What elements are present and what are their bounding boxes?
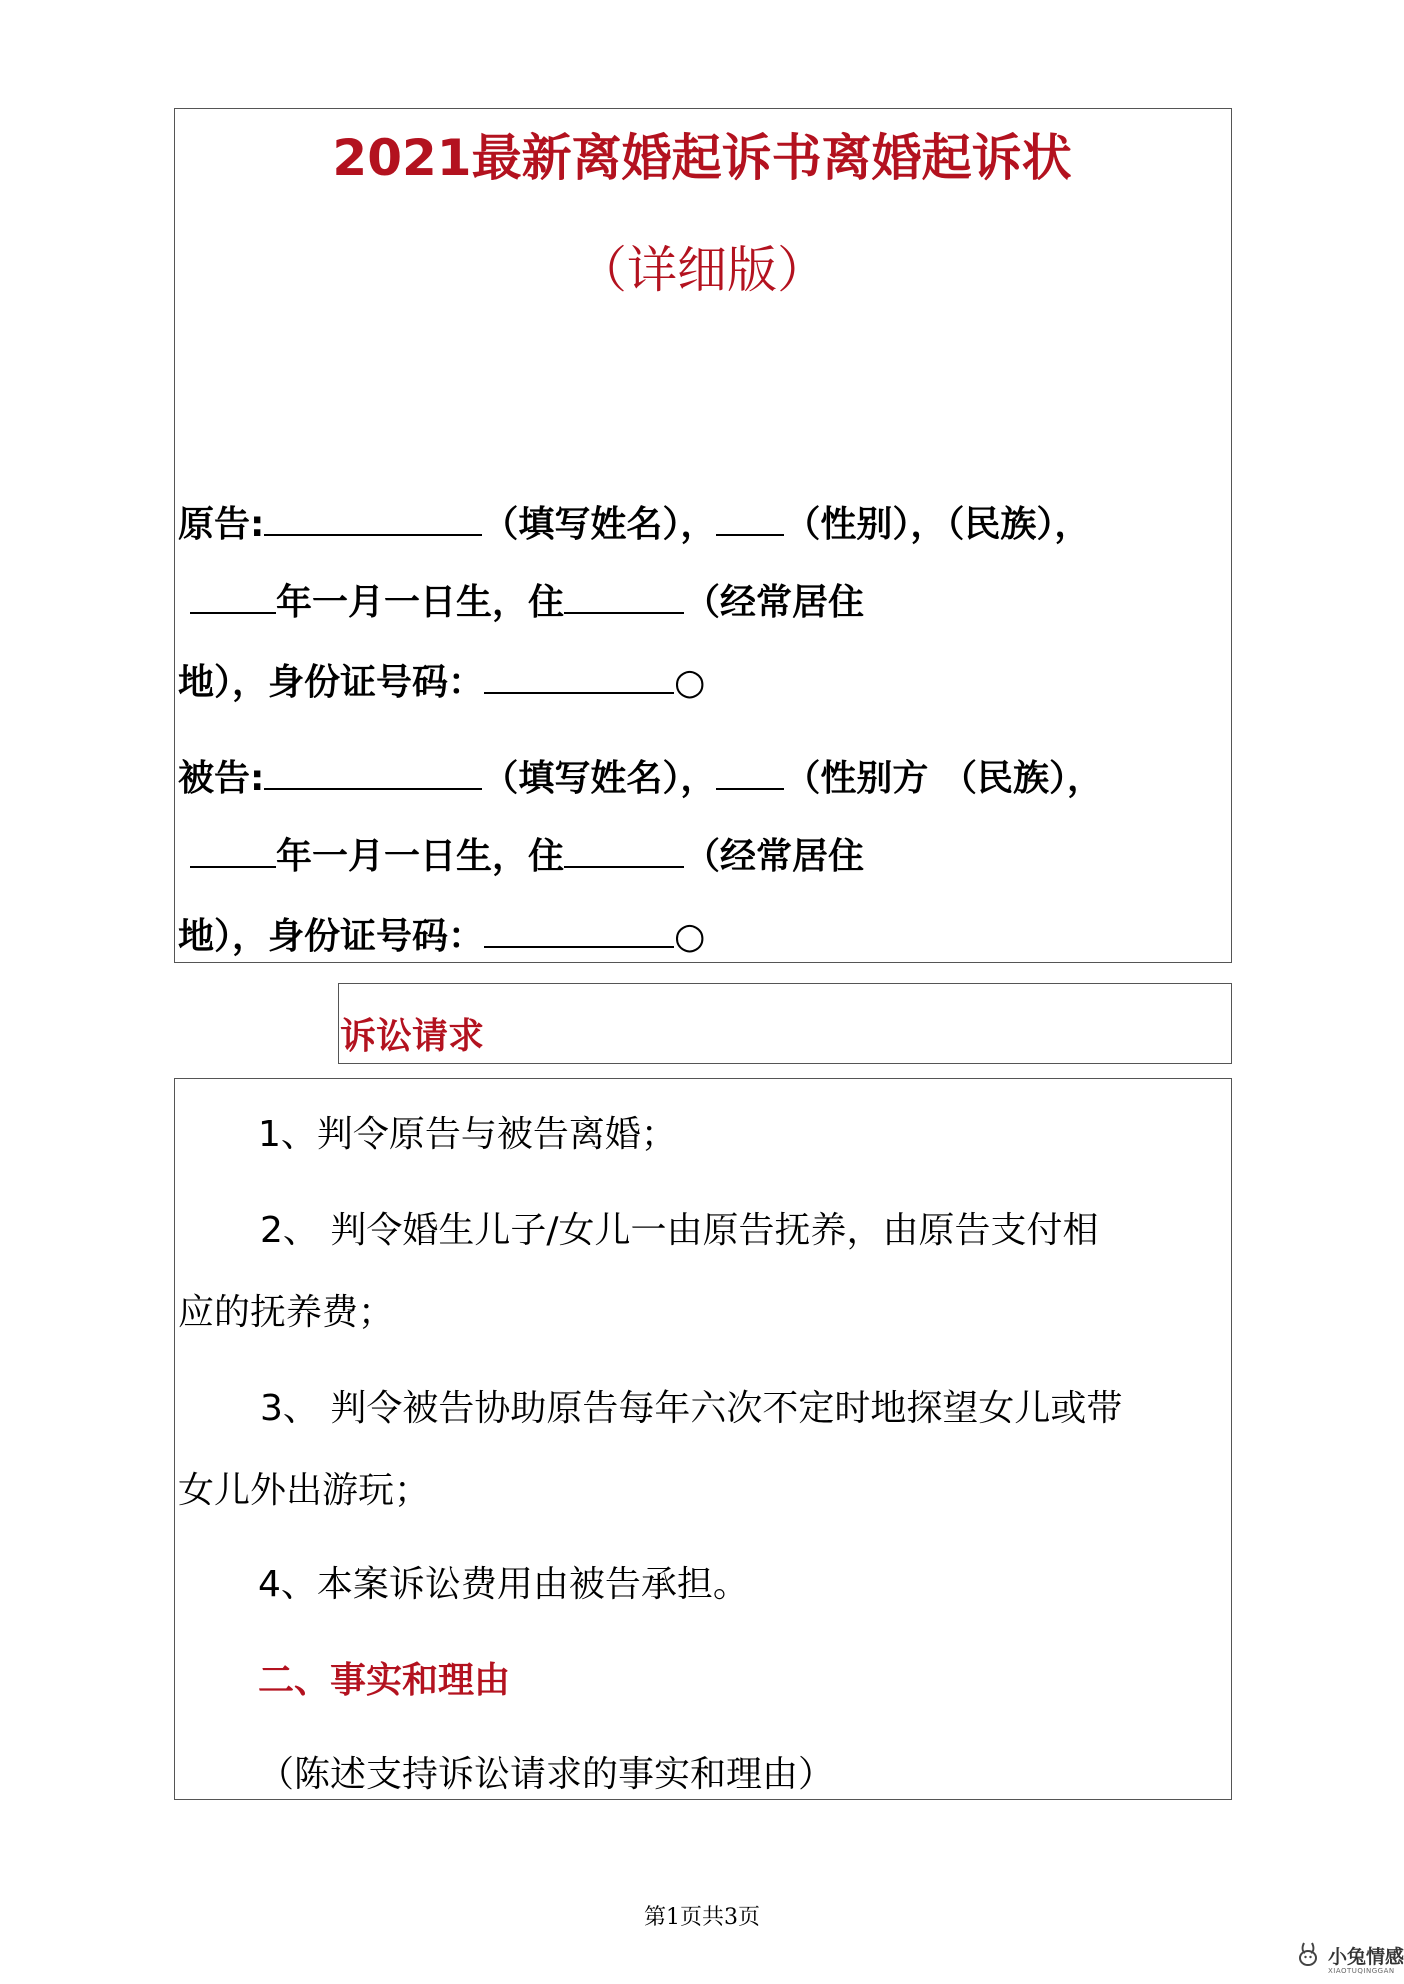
defendant-name-blank[interactable] [264, 758, 482, 790]
defendant-residence-hint: （经常居住 [684, 836, 865, 877]
defendant-residence-blank[interactable] [564, 836, 684, 868]
defendant-id-text: 地），身份证号码： [178, 916, 485, 957]
plaintiff-line-1 [178, 496, 1090, 547]
plaintiff-birth-text: 年一月一日生，住 [276, 582, 565, 623]
plaintiff-id-blank[interactable] [484, 662, 674, 694]
defendant-gender-hint: （性别方 （民族）， [784, 758, 1103, 799]
plaintiff-id-text: 地），身份证号码： [178, 662, 485, 703]
claim-item-3-line-1: 3、 判令被告协助原告每年六次不定时地探望女儿或带 [260, 1388, 1123, 1429]
watermark-text: 小兔情感 [1328, 1946, 1404, 1968]
defendant-id-blank[interactable] [484, 916, 674, 948]
defendant-line-1 [178, 750, 1103, 801]
plaintiff-gender-blank[interactable] [716, 504, 784, 536]
claims-heading: 诉讼请求 [340, 1016, 485, 1057]
claim-item-1: 1、判令原告与被告离婚； [258, 1114, 677, 1155]
claim-item-2-line-1: 2、 判令婚生儿子/女儿一由原告抚养，由原告支付相 [260, 1210, 1099, 1251]
rabbit-logo-icon [1296, 1941, 1322, 1967]
defendant-name-hint: （填写姓名）， [482, 758, 717, 799]
defendant-line-3 [178, 908, 705, 959]
plaintiff-end-mark: ○ [674, 662, 706, 703]
page-number: 第1页共3页 [644, 1905, 760, 1930]
plaintiff-name-hint: （填写姓名）， [482, 504, 717, 545]
plaintiff-line-2 [190, 574, 864, 625]
plaintiff-name-blank[interactable] [264, 504, 482, 536]
defendant-birth-text: 年一月一日生，住 [276, 836, 565, 877]
defendant-end-mark: ○ [674, 916, 706, 957]
facts-heading: 二、事实和理由 [258, 1660, 511, 1701]
claim-item-4: 4、本案诉讼费用由被告承担。 [258, 1564, 749, 1605]
document-subtitle: （详细版） [577, 241, 827, 299]
claim-item-2-line-2: 应的抚养费； [178, 1292, 395, 1333]
watermark-subtext: XIAOTUQINGGAN [1328, 1967, 1395, 1975]
plaintiff-residence-blank[interactable] [564, 582, 684, 614]
plaintiff-birth-blank[interactable] [190, 582, 276, 614]
plaintiff-line-3 [178, 654, 705, 705]
plaintiff-gender-hint: （性别），（民族）， [784, 504, 1091, 545]
defendant-birth-blank[interactable] [190, 836, 276, 868]
defendant-label: 被告: [178, 758, 265, 799]
plaintiff-label: 原告: [178, 504, 265, 545]
defendant-line-2 [190, 828, 864, 879]
plaintiff-residence-hint: （经常居住 [684, 582, 865, 623]
facts-hint: （陈述支持诉讼请求的事实和理由） [258, 1754, 835, 1795]
defendant-gender-blank[interactable] [716, 758, 784, 790]
claim-item-3-line-2: 女儿外出游玩； [178, 1470, 431, 1511]
document-title: 2021最新离婚起诉书离婚起诉状 [332, 129, 1072, 187]
